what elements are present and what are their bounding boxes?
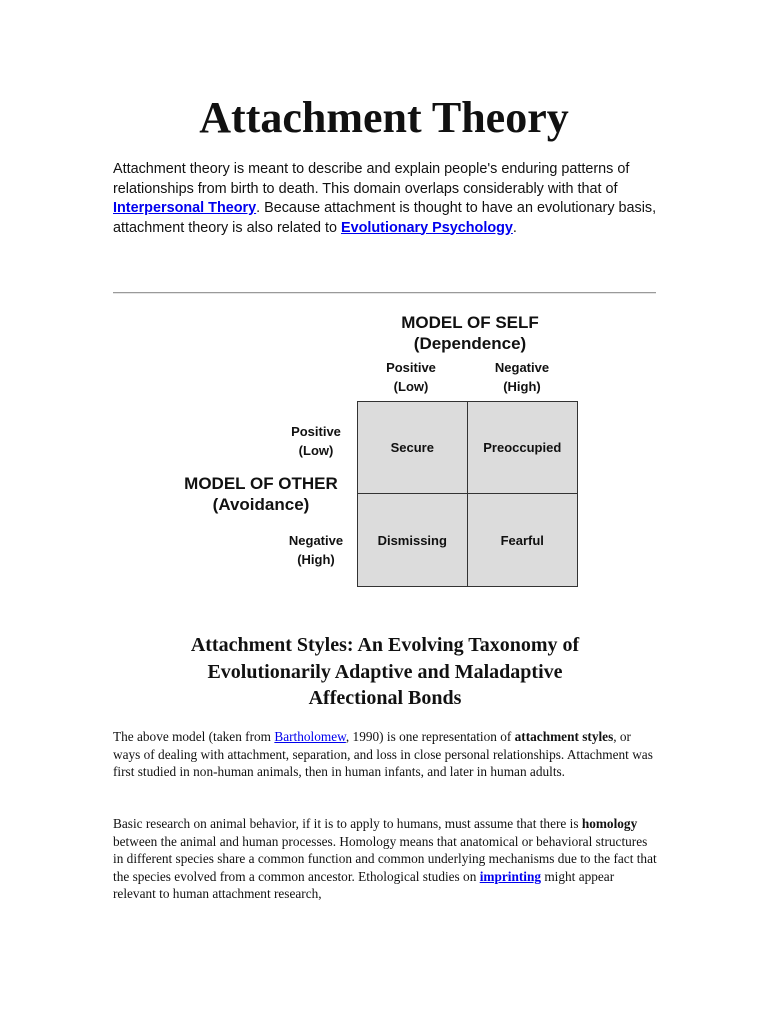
section-heading xyxy=(150,632,620,712)
column-negative-label: Negative xyxy=(494,360,550,375)
body-text: The above model (taken from xyxy=(113,729,275,744)
column-header-negative xyxy=(477,358,567,396)
intro-paragraph xyxy=(113,160,658,238)
cell-dismissing: Dismissing xyxy=(358,494,468,586)
cell-preoccupied: Preoccupied xyxy=(468,402,578,494)
model-of-self-heading xyxy=(370,312,570,354)
model-of-self-title: MODEL OF SELF xyxy=(401,313,539,332)
imprinting-link[interactable]: imprinting xyxy=(479,868,542,884)
section-heading-line: Evolutionarily Adaptive and Maladaptive xyxy=(207,660,563,683)
section-heading-line: Attachment Styles: An Evolving Taxonomy of xyxy=(190,634,580,656)
horizontal-divider xyxy=(113,292,656,294)
model-of-other-subtitle: (Avoidance) xyxy=(212,495,310,514)
column-header-positive xyxy=(366,358,456,396)
column-positive-sub: (Low) xyxy=(393,379,429,394)
column-negative-sub: (High) xyxy=(503,379,541,394)
column-positive-label: Positive xyxy=(386,360,436,375)
row-header-positive xyxy=(276,422,356,460)
body-text: , 1990) is one representation of xyxy=(345,729,515,744)
body-text: between the animal and human processes. Homology means that anatomical or behavioral structures in different species share a common function and common underlying mechanisms due to the fact that the species evolved from a common ancestor. Ethological studies on xyxy=(113,833,657,884)
body-text: Basic research on animal behavior, if it is to apply to humans, must assume that there is xyxy=(113,816,582,831)
row-negative-label: Negative xyxy=(288,533,344,548)
section-heading-line: Affectional Bonds xyxy=(308,687,462,709)
cell-secure: Secure xyxy=(358,402,468,494)
body-paragraph xyxy=(113,815,658,903)
attachment-styles-grid xyxy=(357,401,578,587)
page-title: Attachment Theory xyxy=(199,93,569,142)
row-positive-sub: (Low) xyxy=(298,443,334,458)
body-text: , or ways of dealing with attachment, separation, and loss in close personal relationships. Attachment was first studied in non-human animals, then in human infants, and later in human adults. xyxy=(113,729,653,779)
row-negative-sub: (High) xyxy=(297,552,335,567)
intro-text: Attachment theory is meant to describe and explain people's enduring patterns of relationships from birth to death. This domain overlaps considerably with that of xyxy=(113,161,630,197)
row-header-negative xyxy=(276,531,356,569)
evolutionary-psychology-link[interactable]: Evolutionary Psychology xyxy=(340,219,513,236)
model-of-self-subtitle: (Dependence) xyxy=(413,334,527,353)
body-paragraph xyxy=(113,728,658,781)
intro-text: . xyxy=(512,219,517,236)
bold-term: attachment styles xyxy=(514,729,614,744)
row-positive-label: Positive xyxy=(291,424,341,439)
bartholomew-link[interactable]: Bartholomew xyxy=(274,729,346,744)
intro-text: . Because attachment is thought to have an evolutionary basis, attachment theory is also related to xyxy=(113,200,657,236)
cell-fearful: Fearful xyxy=(500,532,544,548)
model-of-other-title: MODEL OF OTHER xyxy=(184,474,338,493)
bold-term: homology xyxy=(581,816,638,831)
model-of-other-heading xyxy=(166,473,356,515)
interpersonal-theory-link[interactable]: Interpersonal Theory xyxy=(113,200,257,216)
body-text: might appear relevant to human attachment research, xyxy=(113,868,615,901)
